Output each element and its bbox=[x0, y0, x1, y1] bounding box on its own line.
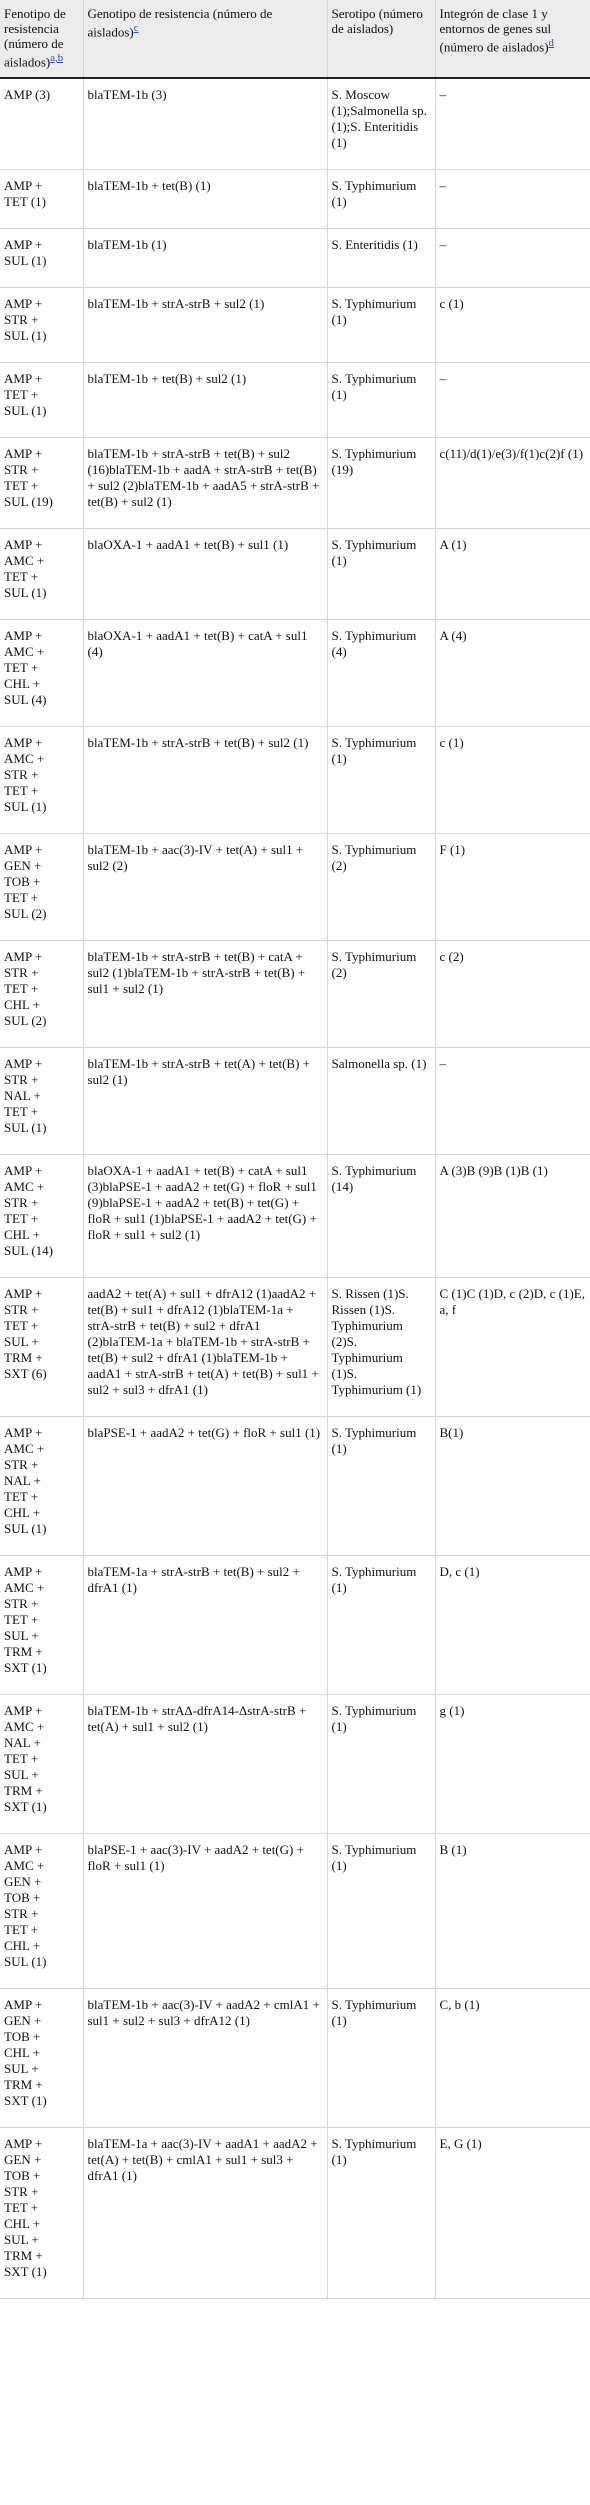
serotype-cell: S. Typhimurium (2) bbox=[327, 941, 435, 1048]
table-row bbox=[0, 1695, 590, 1834]
footnote-link-ab[interactable]: a,b bbox=[50, 52, 64, 64]
serotype-cell: S. Typhimurium (1) bbox=[327, 170, 435, 229]
genotype-cell: blaOXA-1 + aadA1 + tet(B) + sul1 (1) bbox=[83, 529, 327, 620]
serotype-cell: S. Typhimurium (1) bbox=[327, 1695, 435, 1834]
phenotype-cell: AMP + STR + TET + SUL + TRM + SXT (6) bbox=[0, 1278, 83, 1417]
genotype-cell: blaTEM-1b + strA-strB + tet(B) + catA + sul2 (1)blaTEM-1b + strA-strB + tet(B) + sul1 + sul2 (1) bbox=[83, 941, 327, 1048]
phenotype-cell: AMP + STR + NAL + TET + SUL (1) bbox=[0, 1048, 83, 1155]
integron-cell: A (4) bbox=[435, 620, 590, 727]
genotype-cell: blaPSE-1 + aac(3)-IV + aadA2 + tet(G) + floR + sul1 (1) bbox=[83, 1834, 327, 1989]
header-integron: Integrón de clase 1 y entornos de genes sul (número de aislados)$^d$ bbox=[435, 0, 590, 78]
phenotype-cell: AMP + GEN + TOB + STR + TET + CHL + SUL + TRM + SXT (1) bbox=[0, 2128, 83, 2299]
table-row bbox=[0, 941, 590, 1048]
genotype-cell: blaTEM-1b + strA-strB + sul2 (1) bbox=[83, 288, 327, 363]
integron-cell: g (1) bbox=[435, 1695, 590, 1834]
genotype-cell: blaTEM-1b + strA-strB + tet(A) + tet(B) + sul2 (1) bbox=[83, 1048, 327, 1155]
table-row bbox=[0, 288, 590, 363]
phenotype-cell: AMP + AMC + GEN + TOB + STR + TET + CHL + SUL (1) bbox=[0, 1834, 83, 1989]
integron-cell: – bbox=[435, 170, 590, 229]
phenotype-cell: AMP + AMC + STR + TET + SUL (1) bbox=[0, 727, 83, 834]
integron-cell: F (1) bbox=[435, 834, 590, 941]
phenotype-cell: AMP + STR + SUL (1) bbox=[0, 288, 83, 363]
serotype-cell: S. Rissen (1)S. Rissen (1)S. Typhimurium (2)S. Typhimurium (1)S. Typhimurium (1) bbox=[327, 1278, 435, 1417]
table-row bbox=[0, 834, 590, 941]
integron-cell: – bbox=[435, 363, 590, 438]
table-row bbox=[0, 438, 590, 529]
table-row bbox=[0, 727, 590, 834]
serotype-cell: S. Typhimurium (19) bbox=[327, 438, 435, 529]
serotype-cell: S. Typhimurium (1) bbox=[327, 727, 435, 834]
integron-cell: B (1) bbox=[435, 1834, 590, 1989]
serotype-cell: S. Typhimurium (1) bbox=[327, 529, 435, 620]
table-row bbox=[0, 1278, 590, 1417]
integron-cell: c (2) bbox=[435, 941, 590, 1048]
phenotype-cell: AMP + SUL (1) bbox=[0, 229, 83, 288]
integron-cell: c (1) bbox=[435, 288, 590, 363]
table-row bbox=[0, 2128, 590, 2299]
phenotype-cell: AMP + AMC + TET + SUL (1) bbox=[0, 529, 83, 620]
serotype-cell: S. Typhimurium (4) bbox=[327, 620, 435, 727]
serotype-cell: S. Enteritidis (1) bbox=[327, 229, 435, 288]
serotype-cell: S. Typhimurium (1) bbox=[327, 288, 435, 363]
genotype-cell: blaTEM-1b (1) bbox=[83, 229, 327, 288]
genotype-cell: aadA2 + tet(A) + sul1 + dfrA12 (1)aadA2 + tet(B) + sul1 + dfrA12 (1)blaTEM-1a + strA-strB + tet(B) + sul2 + dfrA1 (2)blaTEM-1a + blaTEM-1b + strA-strB + tet(B) + sul2 + dfrA1 (1)blaTEM-1b + aadA1 + strA-strB + tet(A) + tet(B) + sul1 + sul2 + sul3 + dfrA1 (1) bbox=[83, 1278, 327, 1417]
genotype-cell: blaTEM-1b + tet(B) + sul2 (1) bbox=[83, 363, 327, 438]
table-row bbox=[0, 170, 590, 229]
phenotype-cell: AMP + AMC + NAL + TET + SUL + TRM + SXT (1) bbox=[0, 1695, 83, 1834]
integron-cell: – bbox=[435, 1048, 590, 1155]
footnote-link-d[interactable]: d bbox=[548, 37, 554, 49]
integron-cell: C, b (1) bbox=[435, 1989, 590, 2128]
table-row bbox=[0, 1556, 590, 1695]
genotype-cell: blaTEM-1b + strAΔ-dfrA14-ΔstrA-strB + tet(A) + sul1 + sul2 (1) bbox=[83, 1695, 327, 1834]
serotype-cell: S. Typhimurium (14) bbox=[327, 1155, 435, 1278]
phenotype-cell: AMP + AMC + STR + NAL + TET + CHL + SUL (1) bbox=[0, 1417, 83, 1556]
genotype-cell: blaTEM-1a + aac(3)-IV + aadA1 + aadA2 + tet(A) + tet(B) + cmlA1 + sul1 + sul3 + dfrA1 (1) bbox=[83, 2128, 327, 2299]
table-row bbox=[0, 620, 590, 727]
serotype-cell: S. Typhimurium (1) bbox=[327, 1989, 435, 2128]
integron-cell: c (1) bbox=[435, 727, 590, 834]
table-row bbox=[0, 1417, 590, 1556]
genotype-cell: blaTEM-1a + strA-strB + tet(B) + sul2 + dfrA1 (1) bbox=[83, 1556, 327, 1695]
phenotype-cell: AMP + STR + TET + CHL + SUL (2) bbox=[0, 941, 83, 1048]
integron-cell: E, G (1) bbox=[435, 2128, 590, 2299]
genotype-cell: blaTEM-1b + strA-strB + tet(B) + sul2 (1) bbox=[83, 727, 327, 834]
integron-cell: C (1)C (1)D, c (2)D, c (1)E, a, f bbox=[435, 1278, 590, 1417]
header-phenotype: Fenotipo de resistencia (número de aislados)$^{a,b}$ bbox=[0, 0, 83, 78]
genotype-cell: blaTEM-1b + aac(3)-IV + aadA2 + cmlA1 + sul1 + sul2 + sul3 + dfrA12 (1) bbox=[83, 1989, 327, 2128]
integron-cell: – bbox=[435, 78, 590, 170]
serotype-cell: S. Typhimurium (1) bbox=[327, 1556, 435, 1695]
serotype-cell: S. Typhimurium (1) bbox=[327, 1834, 435, 1989]
phenotype-cell: AMP + AMC + STR + TET + SUL + TRM + SXT (1) bbox=[0, 1556, 83, 1695]
genotype-cell: blaTEM-1b + aac(3)-IV + tet(A) + sul1 + sul2 (2) bbox=[83, 834, 327, 941]
serotype-cell: S. Typhimurium (2) bbox=[327, 834, 435, 941]
genotype-cell: blaTEM-1b + tet(B) (1) bbox=[83, 170, 327, 229]
header-genotype: Genotipo de resistencia (número de aislados)$^c$ bbox=[83, 0, 327, 78]
header-row bbox=[0, 0, 590, 78]
table-row bbox=[0, 1048, 590, 1155]
table-row bbox=[0, 1989, 590, 2128]
integron-cell: c(11)/d(1)/e(3)/f(1)c(2)f (1) bbox=[435, 438, 590, 529]
phenotype-cell: AMP + TET + SUL (1) bbox=[0, 363, 83, 438]
integron-cell: D, c (1) bbox=[435, 1556, 590, 1695]
phenotype-cell: AMP + AMC + TET + CHL + SUL (4) bbox=[0, 620, 83, 727]
integron-cell: A (1) bbox=[435, 529, 590, 620]
phenotype-cell: AMP + GEN + TOB + CHL + SUL + TRM + SXT (1) bbox=[0, 1989, 83, 2128]
serotype-cell: Salmonella sp. (1) bbox=[327, 1048, 435, 1155]
table-row bbox=[0, 229, 590, 288]
integron-cell: A (3)B (9)B (1)B (1) bbox=[435, 1155, 590, 1278]
integron-cell: B(1) bbox=[435, 1417, 590, 1556]
genotype-cell: blaOXA-1 + aadA1 + tet(B) + catA + sul1 (4) bbox=[83, 620, 327, 727]
table-row bbox=[0, 529, 590, 620]
genotype-cell: blaOXA-1 + aadA1 + tet(B) + catA + sul1 (3)blaPSE-1 + aadA2 + tet(G) + floR + sul1 (9)blaPSE-1 + aadA2 + tet(B) + tet(G) + floR + sul1 (1)blaPSE-1 + aadA2 + tet(G) + floR + sul1 + sul2 (1) bbox=[83, 1155, 327, 1278]
table-row bbox=[0, 78, 590, 170]
serotype-cell: S. Typhimurium (1) bbox=[327, 2128, 435, 2299]
genotype-cell: blaTEM-1b (3) bbox=[83, 78, 327, 170]
serotype-cell: S. Typhimurium (1) bbox=[327, 1417, 435, 1556]
integron-cell: – bbox=[435, 229, 590, 288]
genotype-cell: blaPSE-1 + aadA2 + tet(G) + floR + sul1 (1) bbox=[83, 1417, 327, 1556]
header-serotype: Serotipo (número de aislados) bbox=[327, 0, 435, 78]
phenotype-cell: AMP + AMC + STR + TET + CHL + SUL (14) bbox=[0, 1155, 83, 1278]
phenotype-cell: AMP + TET (1) bbox=[0, 170, 83, 229]
phenotype-cell: AMP + STR + TET + SUL (19) bbox=[0, 438, 83, 529]
serotype-cell: S. Moscow (1);Salmonella sp. (1);S. Enteritidis (1) bbox=[327, 78, 435, 170]
phenotype-cell: AMP + GEN + TOB + TET + SUL (2) bbox=[0, 834, 83, 941]
table-row bbox=[0, 1834, 590, 1989]
footnote-link-c[interactable]: c bbox=[133, 22, 139, 34]
table-row bbox=[0, 363, 590, 438]
genotype-cell: blaTEM-1b + strA-strB + tet(B) + sul2 (16)blaTEM-1b + aadA + strA-strB + tet(B) + sul2 (2)blaTEM-1b + aadA5 + strA-strB + tet(B) + sul2 (1) bbox=[83, 438, 327, 529]
serotype-cell: S. Typhimurium (1) bbox=[327, 363, 435, 438]
table-row bbox=[0, 1155, 590, 1278]
phenotype-cell: AMP (3) bbox=[0, 78, 83, 170]
